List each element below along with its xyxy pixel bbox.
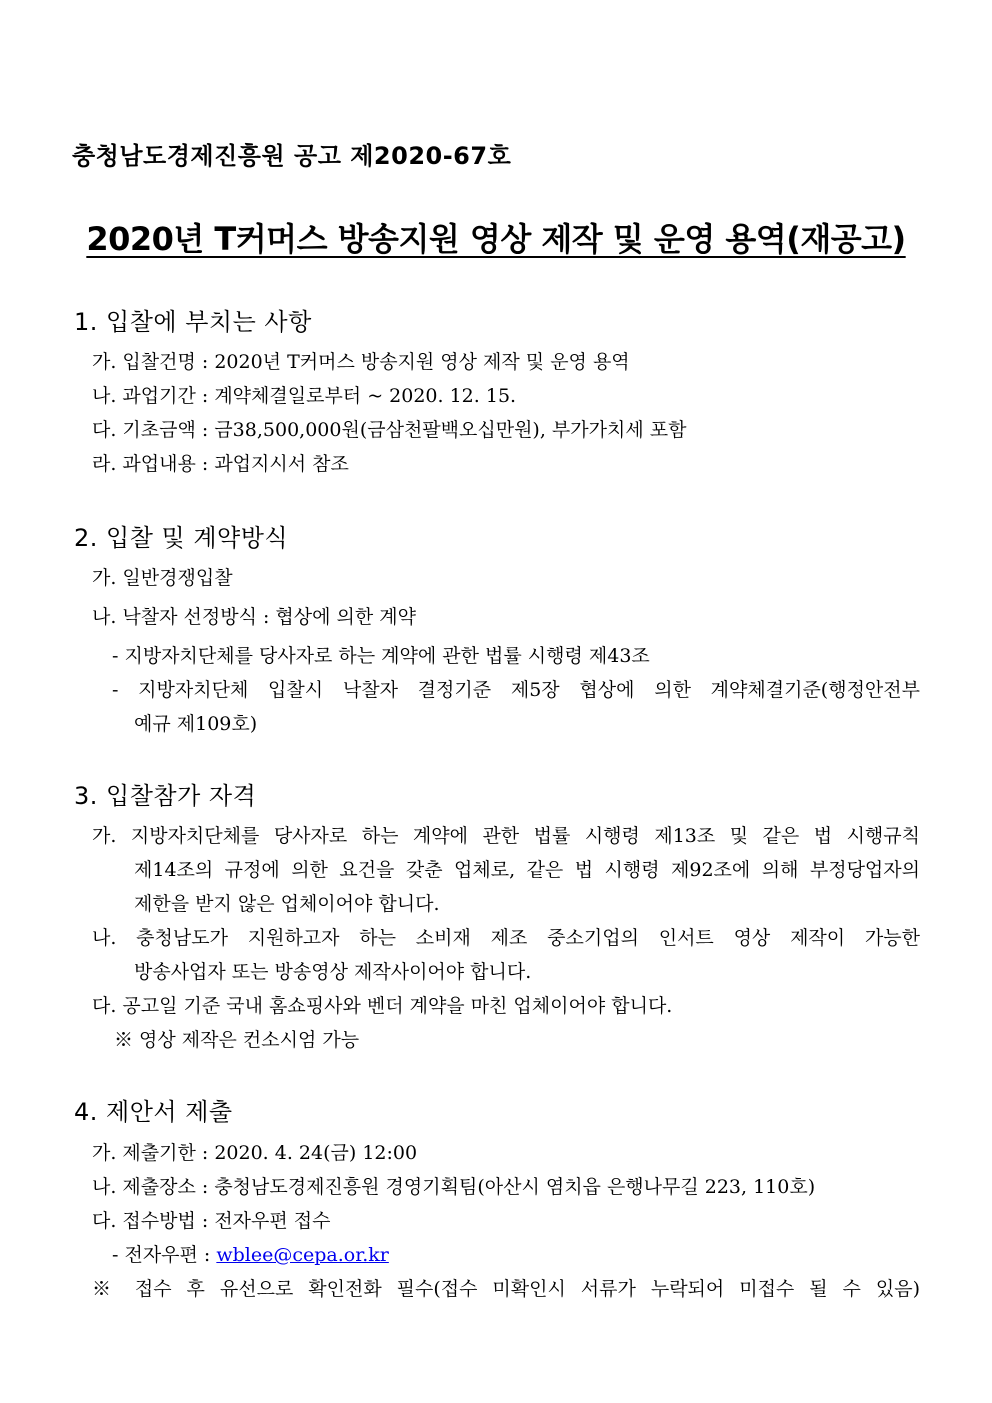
section-3-item-a-line2: 제14조의 규정에 의한 요건을 갖춘 업체로, 같은 법 시행령 제92조에 의해 부정당업자의 — [134, 859, 920, 881]
section-1-item-base-amount: 다. 기초금액 : 금38,500,000원(금삼천팔백오십만원), 부가가치세 포함 — [92, 419, 687, 441]
section-4-note: ※ 접수 후 유선으로 확인전화 필수(접수 미확인시 서류가 누락되어 미접수 될 수 있음) — [92, 1278, 920, 1300]
section-4-item-location: 나. 제출장소 : 충청남도경제진흥원 경영기획팀(아산시 염치읍 은행나무길 223, 110호) — [92, 1176, 816, 1198]
document-title: 2020년 T커머스 방송지원 영상 제작 및 운영 용역(재공고) — [86, 220, 906, 258]
section-4-item-deadline: 가. 제출기한 : 2020. 4. 24(금) 12:00 — [92, 1142, 418, 1164]
section-2-item-selection: 나. 낙찰자 선정방식 : 협상에 의한 계약 — [92, 606, 416, 628]
section-3-item-b-line2: 방송사업자 또는 방송영상 제작사이어야 합니다. — [134, 961, 532, 983]
section-3-item-c: 다. 공고일 기준 국내 홈쇼핑사와 벤더 계약을 마친 업체이어야 합니다. — [92, 995, 673, 1017]
email-label: - 전자우편 : — [112, 1244, 217, 1266]
section-3-item-b-line1: 나. 충청남도가 지원하고자 하는 소비재 제조 중소기업의 인서트 영상 제작이 가능한 — [92, 927, 920, 949]
section-4-heading: 4. 제안서 제출 — [74, 1098, 233, 1126]
section-3-item-a-line3: 제한을 받지 않은 업체이어야 합니다. — [134, 893, 440, 915]
section-1-item-scope: 라. 과업내용 : 과업지시서 참조 — [92, 453, 349, 475]
section-2-sub-criteria-cont: 예규 제109호) — [134, 713, 258, 735]
notice-number: 충청남도경제진흥원 공고 제2020-67호 — [72, 142, 512, 170]
section-4-item-method: 다. 접수방법 : 전자우편 접수 — [92, 1210, 331, 1232]
section-2-sub-law: - 지방자치단체를 당사자로 하는 계약에 관한 법률 시행령 제43조 — [112, 645, 650, 667]
section-1-item-bid-name: 가. 입찰건명 : 2020년 T커머스 방송지원 영상 제작 및 운영 용역 — [92, 351, 630, 373]
section-2-sub-criteria: - 지방자치단체 입찰시 낙찰자 결정기준 제5장 협상에 의한 계약체결기준(행정안전부 — [112, 679, 920, 701]
section-1-item-period: 나. 과업기간 : 계약체결일로부터 ~ 2020. 12. 15. — [92, 385, 517, 407]
section-3-note: ※ 영상 제작은 컨소시엄 가능 — [114, 1029, 360, 1051]
section-1-heading: 1. 입찰에 부치는 사항 — [74, 308, 312, 336]
section-2-heading: 2. 입찰 및 계약방식 — [74, 524, 289, 552]
email-link[interactable]: wblee@cepa.or.kr — [216, 1244, 389, 1266]
section-3-item-a-line1: 가. 지방자치단체를 당사자로 하는 계약에 관한 법률 시행령 제13조 및 같은 법 시행규칙 — [92, 825, 920, 847]
section-4-email-line — [112, 1242, 389, 1268]
section-2-item-open-bid: 가. 일반경쟁입찰 — [92, 567, 233, 589]
section-3-heading: 3. 입찰참가 자격 — [74, 782, 257, 810]
